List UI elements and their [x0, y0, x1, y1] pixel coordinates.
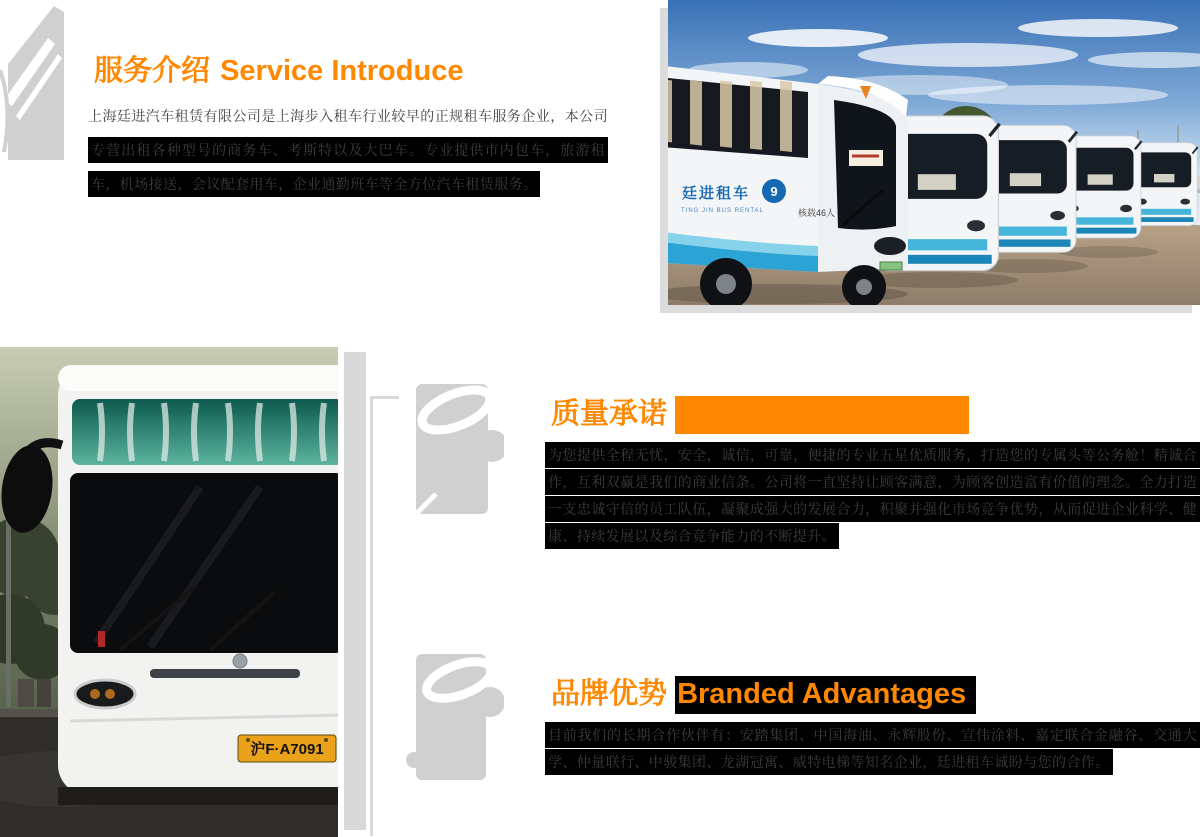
bus-front-photo-graphic: [0, 347, 338, 837]
section-title-zh: 品牌优势: [551, 678, 668, 710]
bus-front-body: [58, 365, 338, 805]
section-body-plain: 上海廷进汽车租赁有限公司是上海步入租车行业较早的正规租车服务企业，本公司: [88, 108, 608, 124]
section-title: [94, 55, 608, 88]
fleet-photo-graphic: [668, 0, 1200, 305]
section-title: [551, 398, 1200, 431]
section-title-zh: 服务介绍: [94, 55, 211, 87]
license-plate: [238, 735, 336, 762]
bus-front-photo: [0, 347, 338, 837]
section-title-zh: 质量承诺: [551, 398, 668, 430]
section-body: [545, 442, 1200, 550]
section-quality-commitment: [545, 398, 1200, 550]
section-body-highlighted: 为您提供全程无忧，安全，诚信，可靠，便捷的专业五星优质服务，打造您的专属头等公务舱！精诚合作，互利双赢是我们的商业信条。公司将一直坚持让顾客满意，为顾客创造富有价值的理念。全力打造一支忠诚守信的员工队伍，凝聚成强大的发展合力，积聚并强化市场竞争优势，从而促进企业科学、健康、持续发展以及综合竞争能力的不断提升。: [545, 442, 1200, 549]
grille: [150, 669, 300, 678]
section-body: [88, 99, 608, 201]
red-tassel: [98, 631, 105, 647]
license-plate-text: 沪F·A7091: [250, 741, 324, 758]
numeral-3-graphic: [404, 642, 504, 792]
section-body-highlighted: 专营出租各种型号的商务车、考斯特以及大巴车。专业提供市内包车，旅游租车，机场接送，会议配套用车，企业通勤班车等全方位汽车租赁服务。: [88, 137, 608, 197]
bus-capacity-label: 核载46人: [798, 208, 836, 218]
upper-glass: [72, 399, 338, 465]
numeral-2-graphic: [404, 374, 504, 524]
bus-underside-shadow: [58, 787, 338, 805]
fleet-photo: [668, 0, 1200, 305]
section-numeral-3: [404, 642, 504, 792]
section-body-highlighted: 目前我们的长期合作伙伴有：安踏集团、中国海油、永辉股份、宣伟涂料、嘉定联合金融谷、交通大学、仲量联行、中骏集团、龙湖冠寓、威特电梯等知名企业，廷进租车诚盼与您的合作。: [545, 722, 1200, 775]
section-branded-advantages: [545, 678, 1200, 776]
brand-emblem: [233, 654, 247, 668]
decor-thin-frame: [370, 396, 399, 836]
section-numeral-2: [404, 374, 504, 524]
section-title-en: Service Introduce: [220, 55, 464, 87]
bus-logo-9: 9: [770, 184, 778, 199]
bus-brand-en: TING JIN BUS RENTAL: [681, 208, 764, 214]
section-body: [545, 722, 1200, 776]
bus-brand-zh: 廷进租车: [682, 185, 751, 202]
section-title-en: Branded Advantages: [675, 676, 976, 714]
section-numeral-1: [0, 0, 66, 162]
section-title: [551, 678, 1200, 711]
numeral-1-graphic: [0, 0, 66, 162]
section-title-en: Quality Commitment: [675, 396, 969, 434]
section-service-intro: [88, 55, 608, 201]
decor-gray-bar: [344, 352, 366, 830]
